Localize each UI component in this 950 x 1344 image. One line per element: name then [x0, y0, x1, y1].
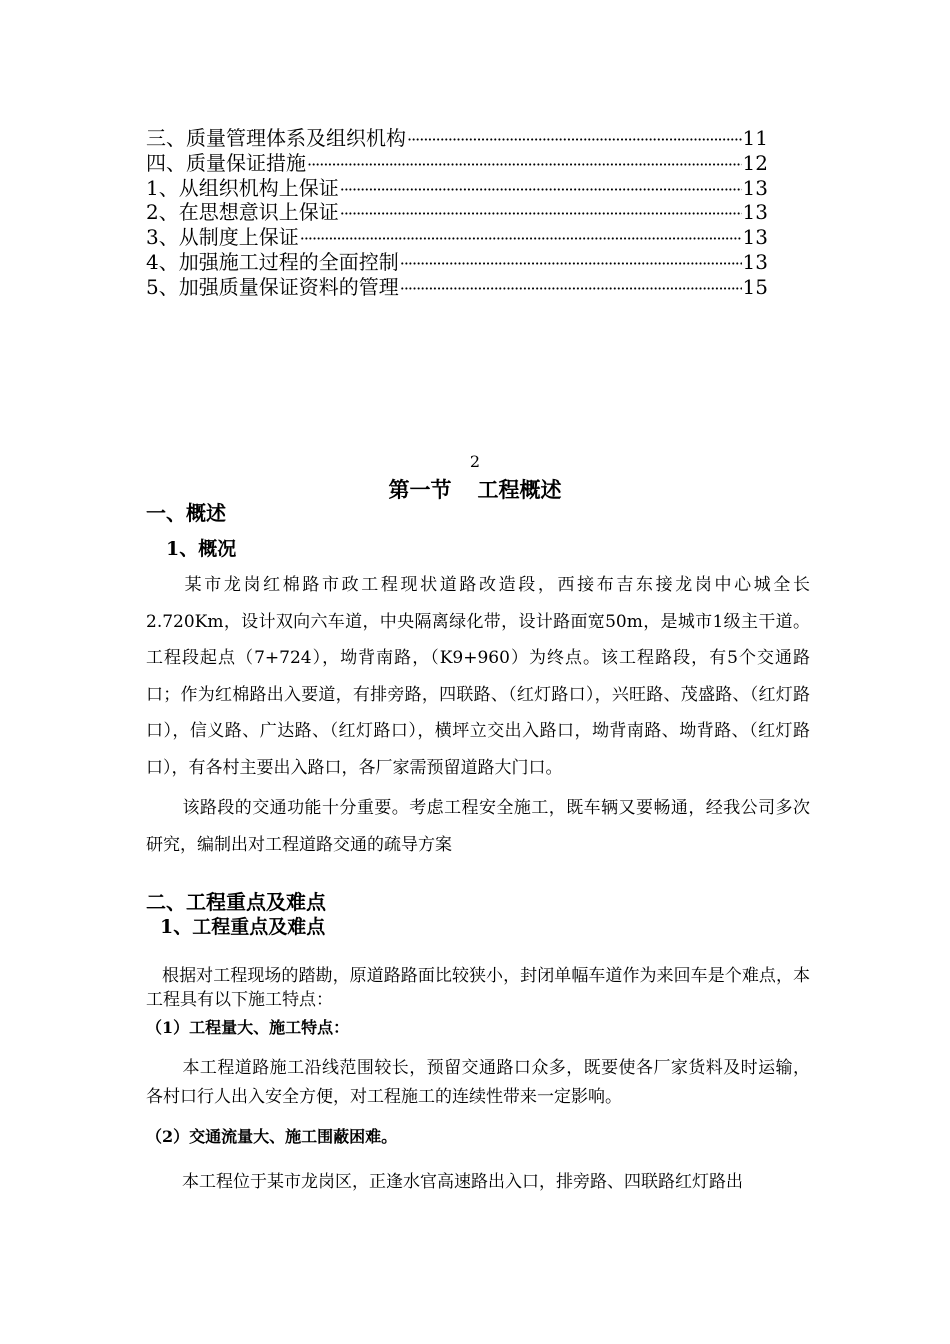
- paragraph-traffic-function-text: 该路段的交通功能十分重要。考虑工程安全施工，既车辆又要畅通，经我公司多次研究，编制出对工程道路交通的疏导方案: [146, 798, 810, 855]
- toc-entry-label: 3、从制度上保证: [146, 225, 299, 250]
- section-title-number: 第一节: [388, 477, 452, 502]
- paragraph-traffic-flow-text: 本工程位于某市龙岗区，正逢水官高速路出入口，排旁路、四联路红灯路出: [182, 1172, 743, 1192]
- toc-entry-label: 2、在思想意识上保证: [146, 200, 339, 225]
- toc-entry-label: 四、质量保证措施: [146, 150, 306, 175]
- paragraph-situation: [146, 567, 810, 786]
- section-title: [0, 474, 950, 504]
- paragraph-site-survey-text: 根据对工程现场的踏勘，原道路路面比较狭小，封闭单幅车道作为来回车是个难点，本工程具有以下施工特点：: [146, 966, 810, 1010]
- item-title-workload: （1）工程量大、施工特点：: [146, 1018, 350, 1037]
- toc-entry[interactable]: [146, 200, 768, 225]
- toc-entry-page: 13: [742, 200, 768, 225]
- toc-entry-page: 12: [742, 150, 768, 175]
- toc-leader-dots: [300, 227, 742, 252]
- table-of-contents: [146, 126, 768, 300]
- toc-entry[interactable]: [146, 250, 768, 275]
- paragraph-situation-text: 某市龙岗红棉路市政工程现状道路改造段，西接布吉东接龙岗中心城全长2.720Km，设计双向六车道，中央隔离绿化带，设计路面宽50m，是城市1级主干道。工程段起点（7+724），坳背南路，（K9+960）为终点。该工程路段，有5个交通路口；作为红棉路出入要道，有排旁路，四联路、（红灯路口），兴旺路、茂盛路、（红灯路口），信义路、广达路、（红灯路口），横坪立交出入路口，坳背南路、坳背路、（红灯路口），有各村主要出入路口，各厂家需预留道路大门口。: [146, 575, 810, 778]
- page-number: 2: [469, 452, 481, 471]
- toc-entry[interactable]: [146, 151, 768, 176]
- toc-leader-dots: [400, 252, 742, 277]
- toc-entry[interactable]: [146, 275, 768, 300]
- paragraph-traffic-flow: [146, 1168, 810, 1197]
- subheading-situation: 1、概况: [166, 538, 237, 560]
- paragraph-traffic-function: [146, 790, 810, 863]
- toc-entry[interactable]: [146, 176, 768, 201]
- toc-entry[interactable]: [146, 225, 768, 250]
- toc-entry-page: 13: [742, 225, 768, 250]
- toc-entry-page: 13: [742, 249, 768, 274]
- heading-overview: 一、概述: [146, 501, 226, 525]
- subheading-key-difficulties: 1、工程重点及难点: [160, 916, 326, 938]
- paragraph-site-survey: [146, 964, 810, 1012]
- paragraph-workload-text: 本工程道路施工沿线范围较长，预留交通路口众多，既要使各厂家货料及时运输，各村口行人出入安全方便，对工程施工的连续性带来一定影响。: [146, 1058, 810, 1107]
- toc-leader-dots: [340, 178, 742, 203]
- section-title-text: 工程概述: [477, 477, 562, 502]
- heading-key-difficulties: 二、工程重点及难点: [146, 890, 326, 914]
- toc-leader-dots: [407, 128, 742, 153]
- toc-entry-label: 4、加强施工过程的全面控制: [146, 249, 399, 274]
- toc-entry-label: 1、从组织机构上保证: [146, 175, 339, 200]
- toc-entry-page: 15: [742, 274, 768, 299]
- toc-entry-label: 三、质量管理体系及组织机构: [146, 126, 406, 150]
- toc-entry-page: 13: [742, 175, 768, 200]
- toc-leader-dots: [307, 153, 742, 178]
- toc-entry[interactable]: [146, 126, 768, 151]
- toc-leader-dots: [340, 202, 742, 227]
- toc-entry-label: 5、加强质量保证资料的管理: [146, 274, 399, 299]
- toc-entry-page: 11: [742, 126, 768, 150]
- paragraph-workload: [146, 1054, 810, 1112]
- item-title-traffic-flow: （2）交通流量大、施工围蔽困难。: [146, 1127, 398, 1146]
- toc-leader-dots: [400, 277, 742, 302]
